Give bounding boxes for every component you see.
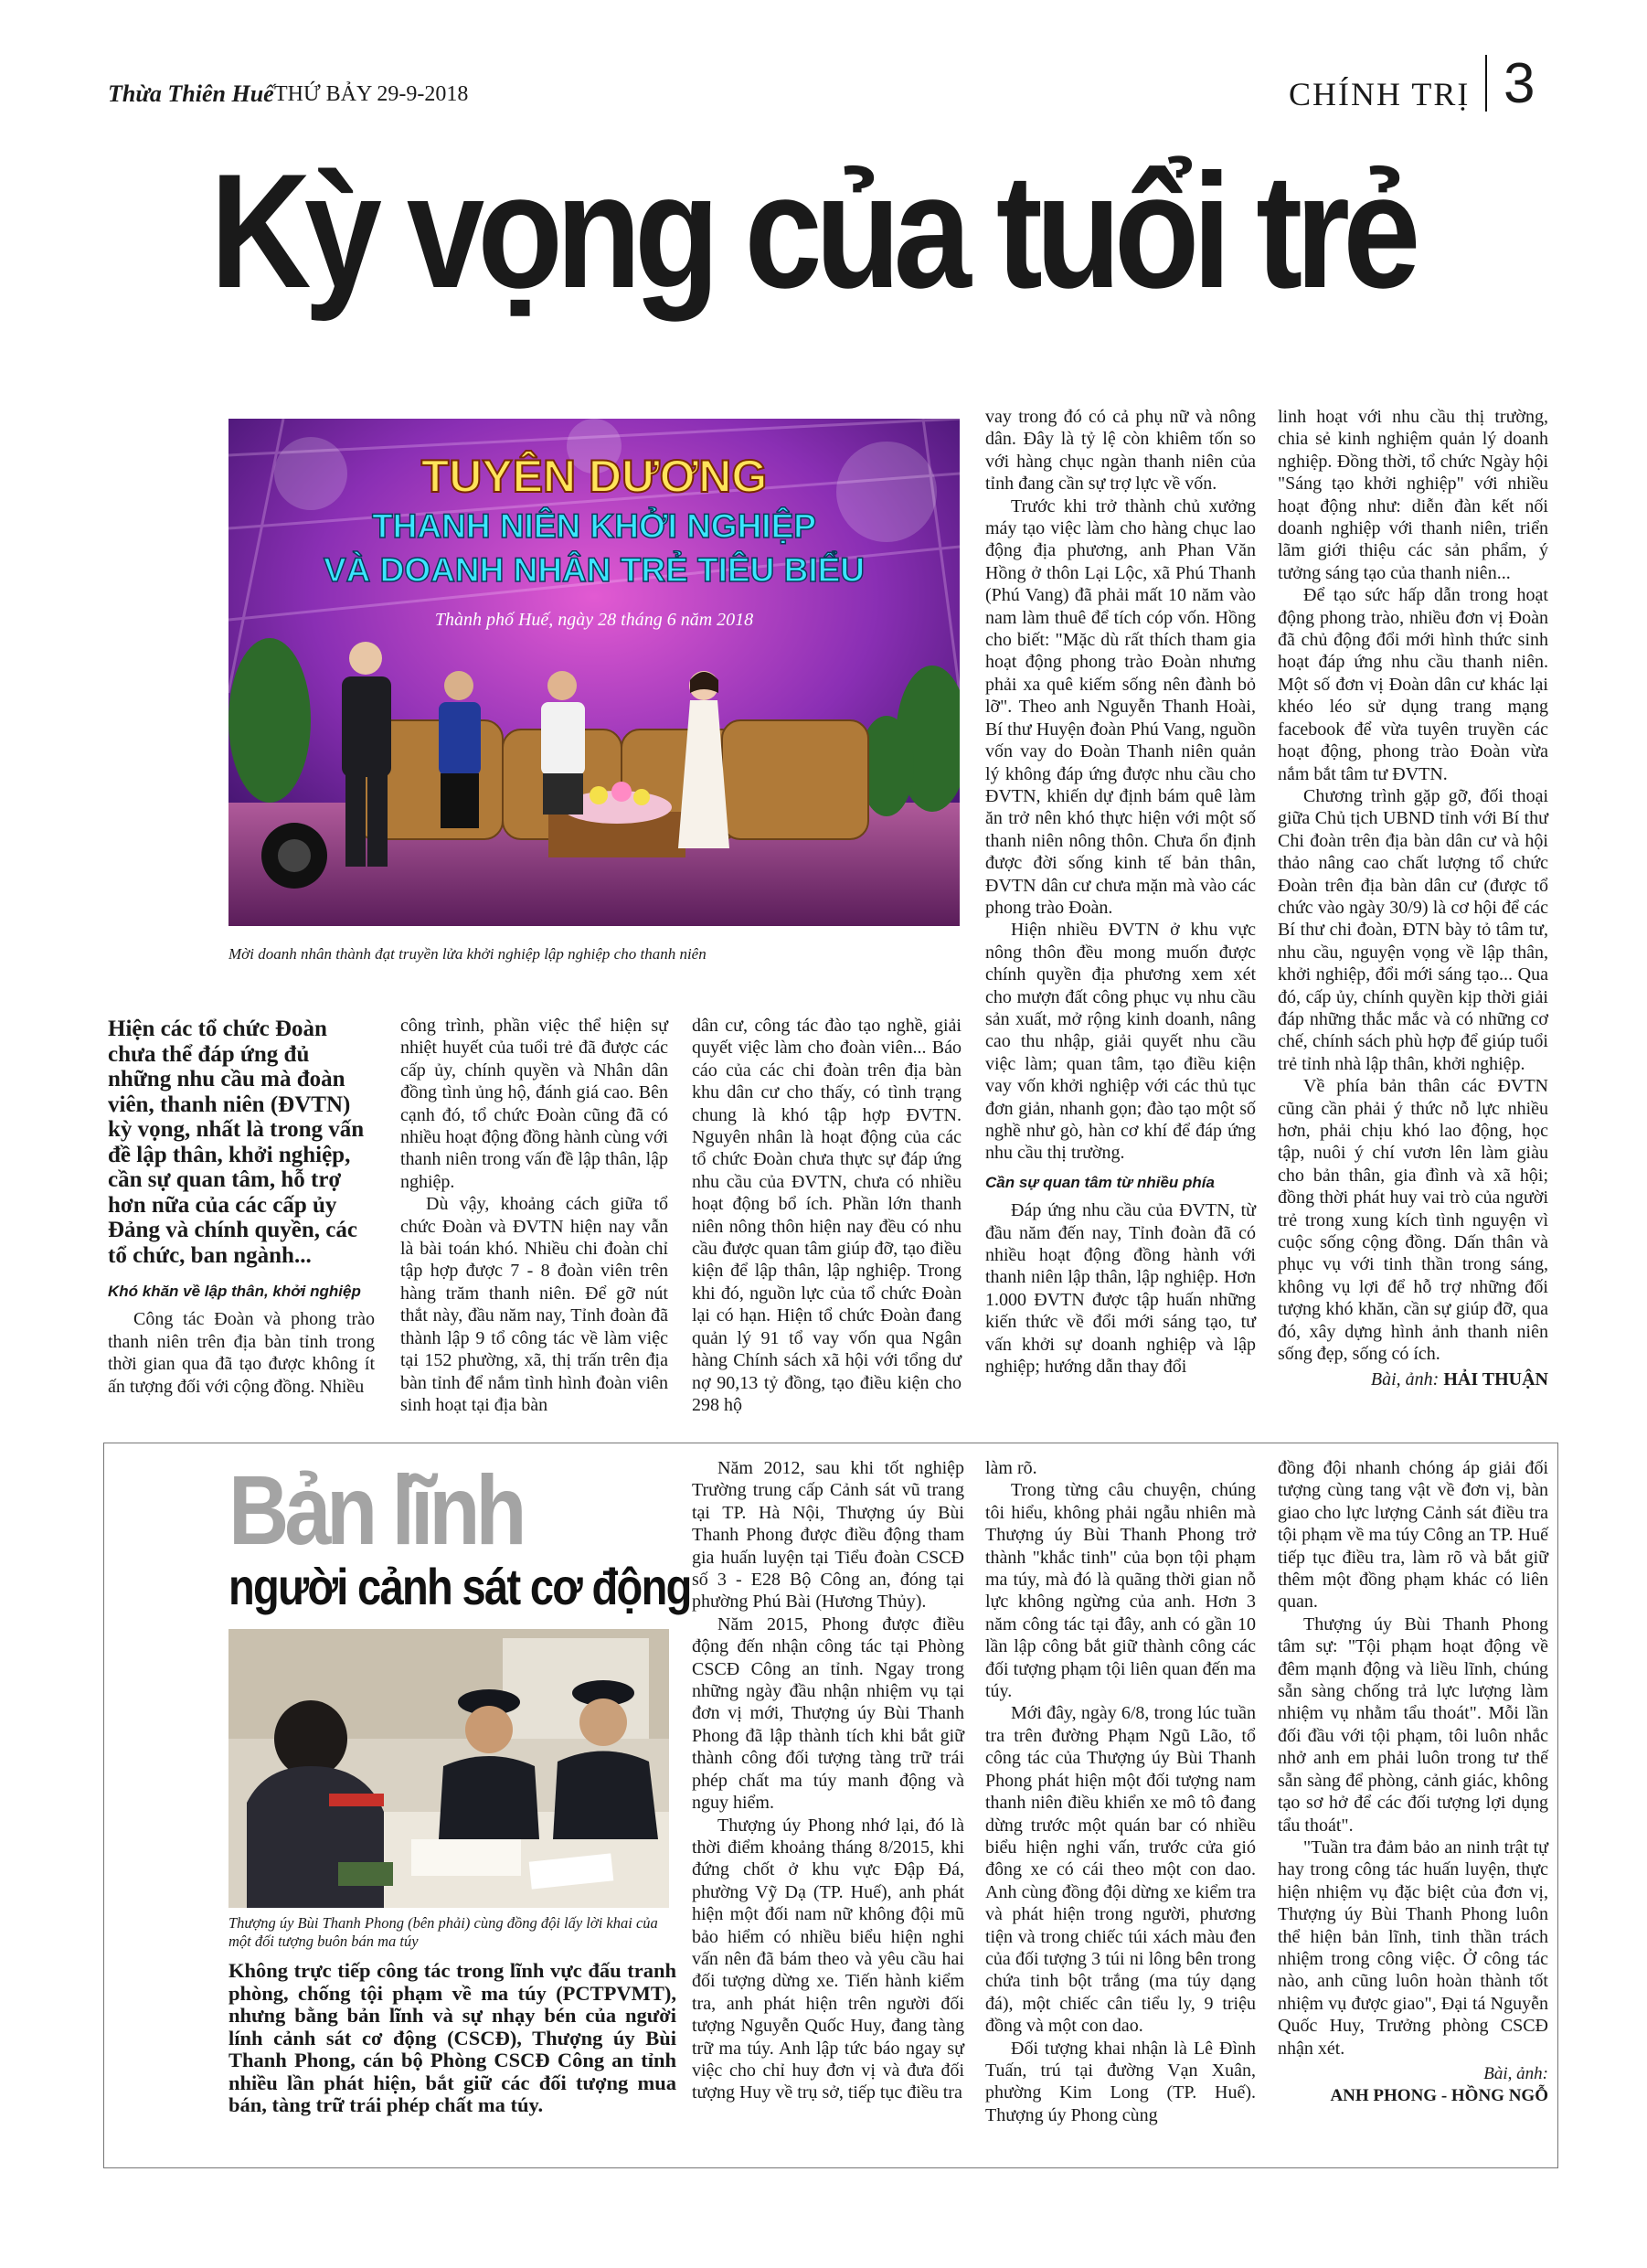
- article2-paragraph: Thượng úy Bùi Thanh Phong tâm sự: "Tội phạm hoạt động về đêm mạnh động và liều lĩnh, chúng sẵn sàng chống trả lực lượng làm nhiệm vụ nhằm tẩu thoát". Mỗi lần đối đầu với tội phạm, tôi luôn nhắc nhở anh em phải luôn trong tư thế sẵn sàng để phòng, cảnh giác, không tạo sơ hở để các đối tượng lợi dụng tẩu thoát".: [1278, 1613, 1548, 1836]
- article1-col2: [400, 1015, 668, 1416]
- byline-author: HẢI THUẬN: [1443, 1369, 1548, 1390]
- byline-prefix: Bài, ảnh:: [1483, 2063, 1548, 2083]
- byline-author: ANH PHONG - HỒNG NGỖ: [1330, 2086, 1548, 2106]
- article1-paragraph: Hiện nhiều ĐVTN ở khu vực nông thôn đều mong muốn được chính quyền địa phương xem xét cho mượn đất công phục vụ nhu cầu sản xuất, mở rộng kinh doanh, nâng cao thu nhập, giải quyết nhu cầu việc làm; quan tâm, tạo điều kiện vay vốn khởi nghiệp với các thủ tục đơn giản, nhanh gọn; đào tạo một số nghề như gò, hàn cơ khí để đáp ứng nhu cầu thị trường.: [985, 920, 1256, 1164]
- article1-paragraph: Trước khi trở thành chủ xưởng máy tạo việc làm cho hàng chục lao động địa phương, anh Phan Văn Hồng ở thôn Lại Lộc, xã Phú Thanh (Phú Vang) đã phải mất 10 năm vào nam làm thuê để tích cóp vốn. Hồng cho biết: "Mặc dù rất thích tham gia hoạt động phong trào Đoàn nhưng phải xa quê kiếm sống nên đành bỏ lỡ". Theo anh Nguyễn Thanh Hoài, Bí thư Huyện đoàn Phú Vang, nguồn vốn vay do Đoàn Thanh niên quản lý không đáp ứng được nhu cầu cho ĐVTN, khiến dự định bám quê làm ăn trở nên khó thực hiện với một số thanh niên nông thôn. Chưa ổn định được đời sống kinh tế bản thân, ĐVTN dân cư chưa mặn mà vào các phong trào Đoàn.: [985, 495, 1256, 918]
- article1-col5: [1278, 406, 1548, 1391]
- article1-paragraph: Đáp ứng nhu cầu của ĐVTN, từ đầu năm đến nay, Tỉnh đoàn đã có nhiều hoạt động đồng hành với thanh niên lập thân, lập nghiệp. Hơn 1.000 ĐVTN được tập huấn những kiến thức về đổi mới sáng tạo, tư vấn khởi sự doanh nghiệp và lập nghiệp; hướng dẫn thay đổi: [985, 1200, 1256, 1378]
- article2-byline: [1278, 2063, 1548, 2108]
- article1-byline: [1278, 1368, 1548, 1390]
- article2-col1: [692, 1457, 964, 2104]
- byline-prefix: Bài, ảnh:: [1370, 1369, 1440, 1390]
- article2-paragraph: làm rõ.: [985, 1458, 1037, 1478]
- headline: Kỳ vọng của tuổi trẻ: [210, 140, 1414, 322]
- article2-paragraph: Năm 2012, sau khi tốt nghiệp Trường trung cấp Cảnh sát vũ trang tại TP. Hà Nội, Thượng úy Bùi Thanh Phong được điều động tham gia huấn luyện tại Tiểu đoàn CSCĐ số 3 - E28 Bộ Công an, đóng tại phường Phú Bài (Hương Thủy).: [692, 1458, 964, 1613]
- article2-title-line2: người cảnh sát cơ động: [228, 1558, 691, 1615]
- stage-photo: [228, 419, 960, 926]
- article1-paragraph: Để tạo sức hấp dẫn trong hoạt động phong trào, nhiều đơn vị Đoàn đã chủ động đổi mới hình thức sinh hoạt đáp ứng nhu cầu thanh niên. Một số đơn vị Đoàn dân cư khác lại khéo léo sử dụng trang mạng facebook để vừa tuyên truyền các hoạt động, phong trào Đoàn vừa nắm bắt tâm tư ĐVTN.: [1278, 585, 1548, 784]
- article1-col1: [108, 1017, 375, 1398]
- article1-paragraph: Công tác Đoàn và phong trào thanh niên trên địa bàn tỉnh trong thời gian qua đã tạo được không ít ấn tượng đối với cộng đồng. Nhiều: [108, 1309, 375, 1397]
- article1-subhead1: Khó khăn về lập thân, khởi nghiệp: [108, 1283, 361, 1300]
- article1-paragraph: linh hoạt với nhu cầu thị trường, chia sẻ kinh nghiệm quản lý doanh nghiệp. Đồng thời, tổ chức Ngày hội "Sáng tạo khởi nghiệp" với nhiều hoạt động như: diễn đàn kết nối doanh nghiệp với thanh niên, triển lãm giới thiệu các sản phẩm, ý tưởng sáng tạo của thanh niên...: [1278, 407, 1548, 583]
- article2-paragraph: Thượng úy Phong nhớ lại, đó là thời điểm khoảng tháng 8/2015, khi đứng chốt ở khu vực Đập Đá, phường Vỹ Dạ (TP. Huế), anh phát hiện một đối nam nữ không đội mũ bảo hiểm có nhiều biểu hiện nghi vấn nên đã bám theo và yêu cầu hai đối tượng dừng xe. Tiến hành kiểm tra, anh phát hiện trên người đối tượng Nguyễn Quốc Huy, đang tàng trữ ma túy. Anh lập tức báo ngay sự việc cho chỉ huy đơn vị và đưa đối tượng Huy về trụ sở, tiếp tục điều tra: [692, 1815, 964, 2103]
- article1-paragraph: Về phía bản thân các ĐVTN cũng cần phải ý thức nỗ lực nhiều hơn, phải chịu khó lao động, học tập, nuôi ý chí vươn lên làm giàu cho bản thân, gia đình và xã hội; đồng thời phát huy vai trò của người trẻ trong xung kích tình nguyện vì cuộc sống cộng đồng. Dấn thân và phục vụ với tinh thần trong sáng, không vụ lợi để hỗ trợ những đối tượng khó khăn, cần sự giúp đỡ, qua đó, xây dựng hình ảnh thanh niên sống đẹp, sống có ích.: [1278, 1076, 1548, 1365]
- article2-paragraph: Đối tượng khai nhận là Lê Đình Tuấn, trú tại đường Vạn Xuân, phường Kim Long (TP. Huế). Thượng úy Phong cùng: [985, 2038, 1256, 2125]
- article2-paragraph: Trong từng câu chuyện, chúng tôi hiểu, không phải ngẫu nhiên mà Thượng úy Bùi Thanh Phong trở thành "khắc tinh" của bọn tội phạm ma túy, mà đó là quãng thời gian nỗ lực không ngừng của anh. Hơn 3 năm công tác tại đây, anh có gần 10 lần lập công bắt giữ thành công các đối tượng phạm tội liên quan đến ma túy.: [985, 1480, 1256, 1702]
- masthead-divider: [1485, 55, 1487, 112]
- article1-paragraph: Dù vậy, khoảng cách giữa tổ chức Đoàn và ĐVTN hiện nay vẫn là bài toán khó. Nhiều chi đoàn chỉ tập hợp được 7 - 8 đoàn viên trên hàng trăm thanh niên. Để gỡ nút thắt này, đầu năm nay, Tỉnh đoàn đã thành lập 9 tổ công tác về làm việc tại 152 phường, xã, thị trấn trên địa bàn tỉnh để nắm tình hình đoàn viên sinh hoạt tại địa bàn: [400, 1194, 668, 1415]
- article2-col3: [1278, 1457, 1548, 2108]
- article1-paragraph: công trình, phần việc thể hiện sự nhiệt huyết của tuổi trẻ đã được các cấp ủy, chính quyền và Nhân dân đồng tình ủng hộ, đánh giá cao. Bên cạnh đó, tổ chức Đoàn cũng đã có nhiều hoạt động đồng hành cùng với thanh niên trong vấn đề lập thân, lập nghiệp.: [400, 1016, 668, 1192]
- banner-line3: VÀ DOANH NHÂN TRẺ TIÊU BIỂU: [323, 551, 866, 589]
- banner-line4: Thành phố Huế, ngày 28 tháng 6 năm 2018: [434, 610, 754, 630]
- photo-caption: Mời doanh nhân thành đạt truyền lửa khởi nghiệp lập nghiệp cho thanh niên: [228, 945, 707, 963]
- masthead-date: THỨ BẢY 29-9-2018: [274, 82, 469, 106]
- banner-line1: TUYÊN DƯƠNG: [420, 451, 768, 502]
- article1-col3: [692, 1015, 962, 1416]
- article1-subhead2: Cần sự quan tâm từ nhiều phía: [985, 1173, 1215, 1191]
- article1-col4: [985, 406, 1256, 1378]
- article2-title-line1: Bản lĩnh: [228, 1454, 523, 1565]
- article1-paragraph: dân cư, công tác đào tạo nghề, giải quyết việc làm cho đoàn viên... Báo cáo của các chi đoàn trên địa bàn khu dân cư cho thấy, có tình trạng chung là khó tập hợp ĐVTN. Nguyên nhân là hoạt động của các tổ chức Đoàn chưa thực sự đáp ứng nhu cầu của ĐVTN, chưa có nhiều hoạt động bổ ích. Phần lớn thanh niên nông thôn hiện nay đều có nhu cầu được quan tâm giúp đỡ, tạo điều kiện để lập thân, lập nghiệp. Trong khi đó, nguồn lực của tổ chức Đoàn lại có hạn. Hiện tổ chức Đoàn đang quản lý 91 tổ vay vốn qua Ngân hàng Chính sách xã hội với tổng dư nợ 90,13 tỷ đồng, tạo điều kiện cho 298 hộ: [692, 1016, 962, 1415]
- page-number: 3: [1504, 52, 1535, 115]
- banner-line2: THANH NIÊN KHỞI NGHIỆP: [372, 507, 816, 545]
- article1-paragraph: vay trong đó có cả phụ nữ và nông dân. Đây là tỷ lệ còn khiêm tốn so với hàng chục ngàn thanh niên của tỉnh đang cần sự trợ lực về vốn.: [985, 407, 1256, 495]
- article2-paragraph: đồng đội nhanh chóng áp giải đối tượng cùng tang vật về đơn vị, bàn giao cho lực lượng Cảnh sát điều tra tội phạm về ma túy Công an TP. Huế tiếp tục điều tra, làm rõ và bắt giữ thêm một đồng phạm khác có liên quan.: [1278, 1458, 1548, 1613]
- police-photo: [228, 1629, 669, 1908]
- article1-lead: Hiện các tổ chức Đoàn chưa thể đáp ứng đủ những nhu cầu mà đoàn viên, thanh niên (ĐVTN) kỳ vọng, nhất là trong vấn đề lập thân, khởi nghiệp, cần sự quan tâm, hỗ trợ hơn nữa của các cấp ủy Đảng và chính quyền, các tổ chức, ban ngành...: [108, 1017, 365, 1268]
- article2-paragraph: Mới đây, ngày 6/8, trong lúc tuần tra trên đường Phạm Ngũ Lão, tổ công tác của Thượng úy Bùi Thanh Phong phát hiện một đối tượng nam thanh niên điều khiển xe mô tô đang dừng trước một quán bar có nhiều biểu hiện nghi vấn, trước cửa gió đông xe có cái theo một con dao. Anh cùng đồng đội dừng xe kiểm tra và phát hiện trong người, phương tiện và trong chiếc túi xách màu đen của đối tượng 3 túi ni lông bên trong chứa tinh bột trắng (ma túy dạng đá), một chiếc cân tiểu ly, 9 triệu đồng và một con dao.: [985, 1703, 1256, 2037]
- article2-col2: [985, 1457, 1256, 2126]
- masthead-paper-name: Thừa Thiên Huế: [108, 80, 274, 107]
- article2-paragraph: Năm 2015, Phong được điều động đến nhận công tác tại Phòng CSCĐ Công an tỉnh. Ngay trong những ngày đầu nhận nhiệm vụ tại đơn vị mới, Thượng úy Bùi Thanh Phong đã lập thành tích khi bắt giữ thành công đối tượng tàng trữ trái phép chất ma túy manh động và nguy hiểm.: [692, 1613, 964, 1814]
- article2-lead: Không trực tiếp công tác trong lĩnh vực đấu tranh phòng, chống tội phạm về ma túy (PCTPVMT), nhưng bằng bản lĩnh và sự nhạy bén của người lính cảnh sát cơ động (CSCĐ), Thượng úy Bùi Thanh Phong, cán bộ Phòng CSCĐ Công an tỉnh nhiều lần phát hiện, bắt giữ các đối tượng mua bán, tàng trữ trái phép chất ma túy.: [228, 1959, 676, 2116]
- article2-photo-caption: Thượng úy Bùi Thanh Phong (bên phải) cùng đồng đội lấy lời khai của một đối tượng buôn bán ma túy: [228, 1914, 658, 1950]
- section-label: CHÍNH TRỊ: [1289, 76, 1471, 112]
- article1-paragraph: Chương trình gặp gỡ, đối thoại giữa Chủ tịch UBND tỉnh với Bí thư Chi đoàn trên địa bàn dân cư và hội thảo nâng cao chất lượng tổ chức Đoàn trên địa bàn dân cư (được tổ chức vào ngày 30/9) là cơ hội để các Bí thư chi đoàn, ĐTN bày tỏ tâm tư, nhu cầu, nguyện vọng về lập thân, khởi nghiệp, đổi mới sáng tạo... Qua đó, cấp ủy, chính quyền kịp thời giải đáp những thắc mắc và có những cơ chế, chính sách phù hợp để giúp tuổi trẻ tỉnh nhà lập thân, khởi nghiệp.: [1278, 785, 1548, 1074]
- article2-paragraph: "Tuần tra đảm bảo an ninh trật tự hay trong công tác huấn luyện, thực hiện nhiệm vụ đặc biệt của đơn vị, Thượng úy Bùi Thanh Phong luôn thể hiện bản lĩnh, tinh thần trách nhiệm trong công việc. Ở công tác nào, anh cũng luôn hoàn thành tốt nhiệm vụ được giao", Đại tá Nguyễn Quốc Huy, Trưởng phòng CSCĐ nhận xét.: [1278, 1837, 1548, 2059]
